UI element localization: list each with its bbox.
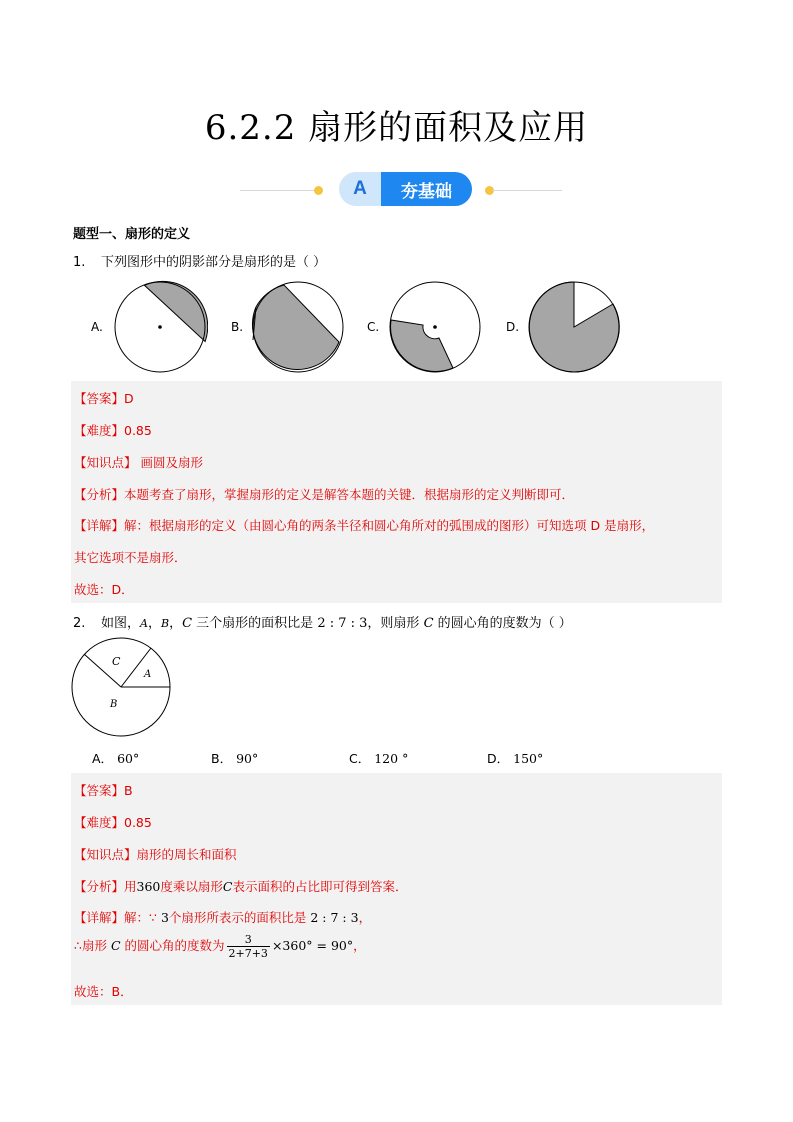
analysis-var: C — [222, 879, 233, 894]
option-d-label: D. — [506, 320, 520, 334]
stem-sep: ， — [169, 616, 183, 631]
stem-sep: ， — [147, 616, 161, 631]
choice-value: 60° — [117, 751, 140, 766]
option-a-figure — [112, 280, 208, 376]
level-badge — [339, 172, 472, 206]
option-c-label: C. — [367, 320, 380, 334]
answer: 【答案】D — [74, 391, 134, 406]
shaded-ring-sector-c — [391, 320, 453, 372]
detail-text: ， — [353, 938, 366, 953]
fraction-denominator: 2+7+3 — [228, 947, 268, 960]
var-c: C — [182, 616, 193, 631]
choice-value: 150° — [513, 751, 544, 766]
choice-label: D． — [487, 751, 510, 766]
detail-var: C — [110, 938, 121, 953]
choice-label: C． — [349, 751, 371, 766]
choice-value: 90° — [236, 751, 259, 766]
var-a: A — [140, 617, 148, 630]
option-c-figure — [387, 280, 483, 376]
shaded-segment-a — [144, 281, 207, 341]
stem-text: 如图， — [101, 616, 141, 631]
divider-left — [240, 190, 320, 191]
choice-b — [211, 749, 258, 767]
formula: ×360° = 90° — [271, 938, 354, 953]
detail-text: ， — [358, 910, 372, 925]
badge-letter: A — [339, 172, 381, 206]
label-b: B — [110, 699, 118, 710]
divider-right — [492, 190, 562, 191]
knowledge-point: 【知识点】 画圆及扇形 — [74, 455, 203, 470]
choice-label: B． — [211, 751, 233, 766]
dot-left — [314, 186, 323, 195]
detail-line-2 — [74, 933, 366, 960]
conclusion: 故选：D． — [74, 582, 134, 597]
analysis-text: 表示面积的占比即可得到答案． — [232, 879, 408, 894]
section-heading: 题型一、扇形的定义 — [73, 227, 191, 242]
fraction — [227, 933, 270, 960]
analysis-text: 【分析】用 — [74, 879, 137, 894]
question-2 — [73, 612, 572, 631]
question-number: 1. — [73, 255, 86, 270]
center-dot-c — [433, 325, 437, 329]
choice-label: A． — [92, 751, 114, 766]
answer-box-2 — [71, 773, 722, 1005]
choice-d — [487, 749, 543, 767]
page-title: 6.2.2 扇形的面积及应用 — [204, 108, 589, 148]
option-d-figure — [526, 280, 622, 376]
question-number: 2. — [73, 616, 86, 631]
choice-value: 120 ° — [374, 751, 409, 766]
var-c: C — [423, 616, 434, 631]
section-badge-row — [0, 172, 793, 208]
detail-line-2: 其它选项不是扇形． — [74, 550, 187, 565]
answer: 【答案】B — [74, 783, 133, 798]
detail-text: 个扇形所表示的面积比是 — [168, 910, 311, 925]
label-a: A — [144, 669, 152, 680]
analysis-text: 度乘以扇形 — [160, 879, 223, 894]
detail-text: 的圆心角的度数为 — [120, 938, 225, 953]
difficulty: 【难度】0.85 — [74, 423, 152, 438]
option-a-label: A. — [91, 320, 103, 334]
difficulty: 【难度】0.85 — [74, 815, 152, 830]
detail-line-1: 【详解】解：根据扇形的定义（由圆心角的两条半径和圆心角所对的弧围成的图形）可知选项 D 是扇形， — [74, 518, 655, 533]
shaded-region-b — [252, 285, 339, 370]
question-stem: 下列图形中的阴影部分是扇形的是（ ） — [101, 255, 327, 270]
stem-text: 三个扇形的面积比是 — [192, 616, 318, 631]
analysis — [74, 877, 407, 895]
choice-c — [349, 749, 408, 767]
option-b-figure — [250, 280, 346, 376]
sector-figure — [70, 636, 174, 740]
label-c: C — [112, 655, 121, 668]
fraction-numerator: 3 — [227, 933, 270, 947]
stem-text: 的圆心角的度数为（ ） — [433, 616, 572, 631]
analysis: 【分析】本题考查了扇形，掌握扇形的定义是解答本题的关键．根据扇形的定义判断即可． — [74, 487, 575, 502]
conclusion: 故选：B． — [74, 984, 133, 999]
analysis-number: 360 — [136, 879, 161, 894]
option-b-label: B. — [231, 320, 244, 334]
detail-text: 【详解】解：∵ — [74, 910, 161, 925]
question-1 — [73, 251, 326, 270]
center-dot-a — [158, 325, 162, 329]
stem-text: ，则扇形 — [367, 616, 424, 631]
var-b: B — [160, 617, 170, 630]
answer-box-1 — [71, 381, 722, 603]
detail-ratio: 2 : 7 : 3 — [310, 910, 359, 925]
knowledge-point: 【知识点】扇形的周长和面积 — [74, 847, 237, 862]
detail-text: ∴扇形 — [74, 938, 111, 953]
detail-line-1 — [74, 908, 371, 926]
choice-a — [92, 749, 139, 767]
badge-text: 夯基础 — [381, 172, 472, 206]
ratio: 2 : 7 : 3 — [317, 616, 368, 631]
detail-number: 3 — [160, 910, 169, 925]
